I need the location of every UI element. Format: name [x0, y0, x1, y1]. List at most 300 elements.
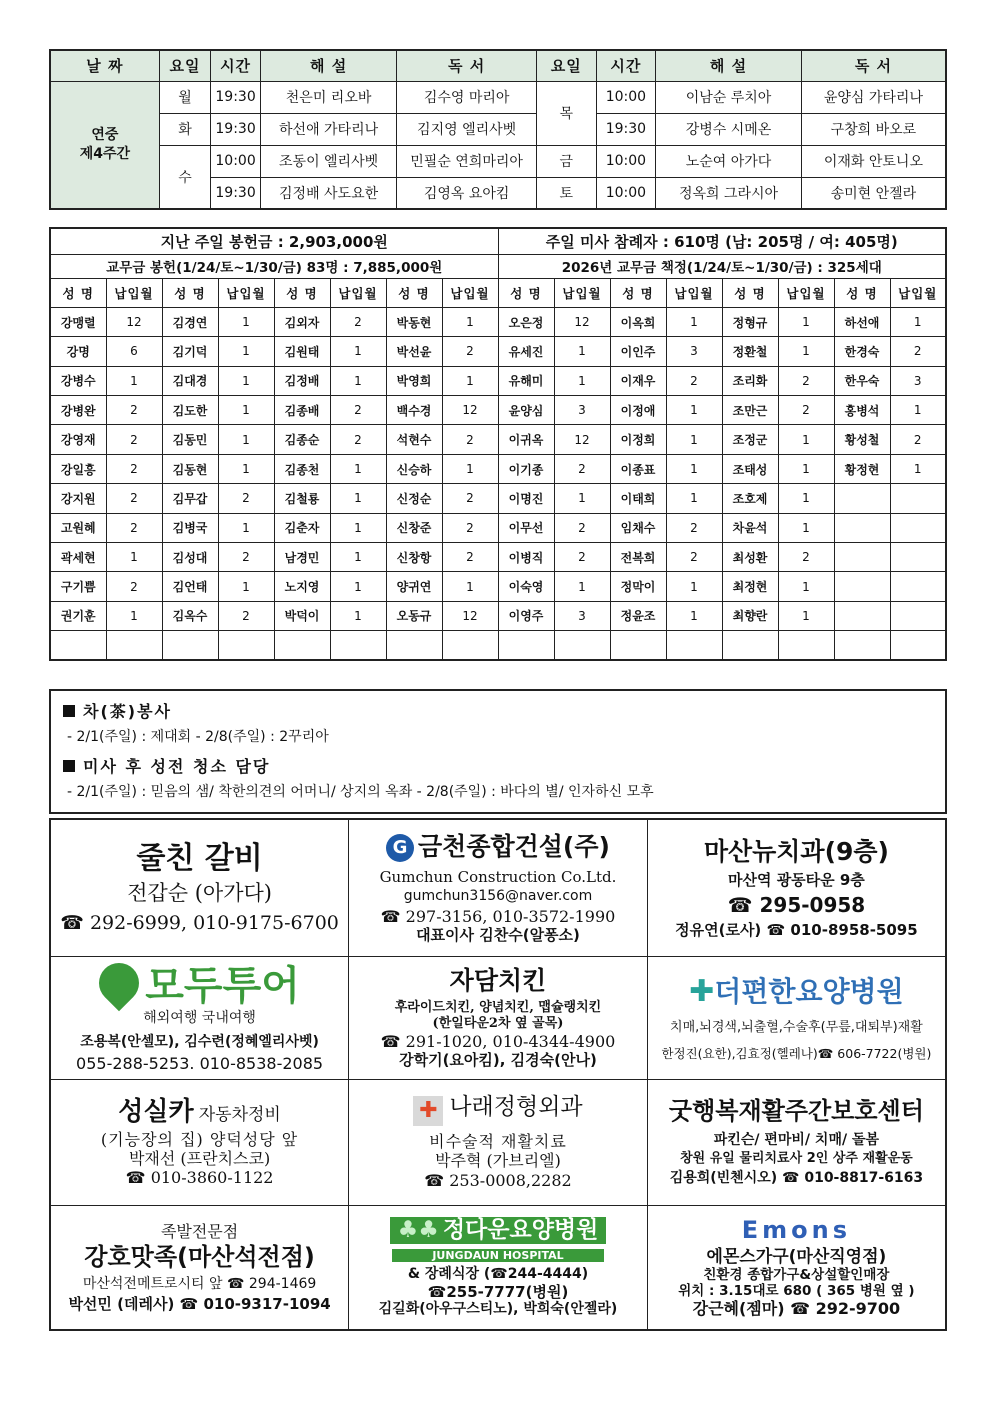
donor-name: 황성철 [834, 425, 890, 454]
donor-name: 강일흥 [50, 454, 106, 483]
ad-carrepair-location: (기능장의 집) 양덕성당 앞 [100, 1129, 299, 1149]
donor-name [834, 543, 890, 572]
months-paid: 1 [778, 337, 834, 366]
reader: 윤양심 가타리나 [801, 81, 946, 113]
ad-jungdaun-name: 정다운요양병원 [442, 1216, 599, 1243]
donor-name: 노지영 [274, 572, 330, 601]
donor-name: 조정군 [722, 425, 778, 454]
ads-row [50, 1079, 946, 1205]
months-paid: 1 [890, 454, 946, 483]
donor-name: 강병수 [50, 366, 106, 395]
donor-name: 조태성 [722, 454, 778, 483]
ad-chicken-menu: 후라이드치킨, 양념치킨, 맵슐랭치킨 [394, 1000, 602, 1016]
ad-dental-address: 마산역 광동타운 9층 [728, 870, 865, 889]
day: 수 [159, 145, 211, 209]
donor-name: 박동현 [386, 307, 442, 336]
time: 10:00 [211, 145, 261, 177]
offering-table [49, 227, 947, 661]
col-month-header: 납입월 [778, 278, 834, 307]
donor-name: 강병완 [50, 396, 106, 425]
donor-name: 이정희 [610, 425, 666, 454]
col-name-header: 성 명 [834, 278, 890, 307]
donor-name: 강명 [50, 337, 106, 366]
donor-name [834, 631, 890, 660]
months-paid: 2 [106, 572, 162, 601]
donor-name [386, 631, 442, 660]
months-paid: 1 [218, 425, 274, 454]
donor-name: 석현수 [386, 425, 442, 454]
ad-galbi-owner: 전갑순 (아가다) [127, 880, 272, 905]
ad-gumchun [349, 819, 648, 956]
months-paid: 1 [666, 572, 722, 601]
tree-logo-icon: ♣♣ [397, 1216, 439, 1243]
months-paid: 1 [778, 484, 834, 513]
months-paid: 2 [106, 513, 162, 542]
donor-name: 임채수 [610, 513, 666, 542]
months-paid: 2 [106, 454, 162, 483]
reader: 민필순 연희마리아 [397, 145, 537, 177]
months-paid: 1 [666, 454, 722, 483]
cleaning-title [63, 754, 933, 777]
months-paid: 2 [442, 425, 498, 454]
months-paid: 1 [442, 366, 498, 395]
months-paid: 2 [778, 543, 834, 572]
offering-summary-row [50, 228, 946, 254]
donor-name: 이병직 [498, 543, 554, 572]
col-name-header: 성 명 [610, 278, 666, 307]
commentator: 강병수 시메온 [656, 113, 802, 145]
ad-orthopedic-title [351, 1094, 645, 1126]
donor-name: 이기종 [498, 454, 554, 483]
months-paid: 1 [554, 366, 610, 395]
months-paid: 12 [442, 396, 498, 425]
cross-logo-icon: ✚ [689, 974, 715, 1010]
dues-offering: 교무금 봉헌(1/24/토~1/30/금) 83명 : 7,885,000원 [50, 254, 498, 278]
months-paid: 1 [666, 425, 722, 454]
col-month-header: 납입월 [554, 278, 610, 307]
time: 10:00 [596, 177, 656, 209]
donor-name: 조호제 [722, 484, 778, 513]
commentator: 김정배 사도요한 [260, 177, 397, 209]
tea-service-line: - 2/1(주일) : 제대회 - 2/8(주일) : 2꾸리아 [67, 729, 329, 745]
orthopedic-logo-icon: ✚ [413, 1096, 443, 1126]
donor-name: 구기쁨 [50, 572, 106, 601]
header-day: 요일 [536, 50, 596, 81]
months-paid: 1 [666, 601, 722, 630]
ad-carrepair-owner: 박재선 (프란치스코) [128, 1149, 271, 1168]
months-paid: 2 [554, 454, 610, 483]
offering-row [50, 366, 946, 395]
donor-name: 강지원 [50, 484, 106, 513]
donor-name: 한우숙 [834, 366, 890, 395]
months-paid: 1 [778, 572, 834, 601]
months-paid [554, 631, 610, 660]
reader: 송미현 안젤라 [801, 177, 946, 209]
donor-name: 이명진 [498, 484, 554, 513]
ad-jokbal-location: 마산석전메트로시티 앞 ☎ 294-1469 [82, 1275, 317, 1292]
months-paid: 2 [666, 543, 722, 572]
offering-row [50, 513, 946, 542]
ad-orthopedic [349, 1079, 648, 1205]
notice-box [49, 689, 947, 814]
ad-jungdaun-funeral: & 장례식장 (☎244-4444) [407, 1266, 589, 1283]
donor-name [834, 572, 890, 601]
months-paid: 1 [778, 425, 834, 454]
donor-name: 이숙영 [498, 572, 554, 601]
header-commentary: 해 설 [656, 50, 802, 81]
donor-name: 신창항 [386, 543, 442, 572]
months-paid: 2 [218, 601, 274, 630]
donor-name: 고원혜 [50, 513, 106, 542]
tea-service-title [63, 699, 933, 722]
offering-row [50, 307, 946, 336]
ad-hospital-name: 더편한요양병원 [714, 975, 904, 1009]
months-paid [218, 631, 274, 660]
donor-name: 이옥희 [610, 307, 666, 336]
offering-row [50, 337, 946, 366]
ad-orthopedic-doctor: 박주혁 (가브리엘) [435, 1151, 561, 1171]
cleaning-title-text: 미사 후 성전 청소 담당 [83, 757, 271, 776]
schedule-row [50, 145, 946, 177]
schedule-header [50, 50, 946, 81]
months-paid: 1 [330, 484, 386, 513]
ad-orthopedic-name: 나래정형외과 [449, 1094, 583, 1121]
ad-jokbal-title: 강호맛족(마산석전점) [84, 1243, 315, 1272]
donor-name: 이영주 [498, 601, 554, 630]
months-paid: 2 [442, 543, 498, 572]
square-bullet-icon [63, 760, 75, 772]
months-paid: 1 [666, 396, 722, 425]
months-paid: 1 [218, 396, 274, 425]
months-paid: 2 [106, 396, 162, 425]
months-paid [330, 631, 386, 660]
schedule-table [49, 49, 947, 210]
ads-row [50, 956, 946, 1079]
donor-name: 김동현 [162, 454, 218, 483]
ad-modetour-contact: 조용복(안셀모), 김수련(정혜엘리사벳) [80, 1034, 319, 1051]
months-paid: 1 [554, 572, 610, 601]
col-name-header: 성 명 [722, 278, 778, 307]
months-paid: 2 [218, 543, 274, 572]
ad-chicken-location: (한일타운2차 옆 골목) [432, 1015, 564, 1031]
months-paid: 1 [554, 337, 610, 366]
ad-dental-contact: 정유연(로사) ☎ 010-8958-5095 [675, 920, 918, 939]
donor-name: 정윤조 [610, 601, 666, 630]
months-paid: 1 [666, 484, 722, 513]
donor-name: 최성환 [722, 543, 778, 572]
donor-name: 김기덕 [162, 337, 218, 366]
donor-name [274, 631, 330, 660]
day: 목 [536, 81, 596, 145]
months-paid: 1 [666, 307, 722, 336]
ad-rehab [647, 1079, 946, 1205]
months-paid: 2 [330, 307, 386, 336]
months-paid: 1 [330, 454, 386, 483]
offering-row [50, 572, 946, 601]
offering-row [50, 425, 946, 454]
ad-gumchun-ceo: 대표이사 김찬수(알퐁소) [416, 925, 580, 944]
offering-row [50, 601, 946, 630]
donor-name: 차윤석 [722, 513, 778, 542]
donor-name: 조리화 [722, 366, 778, 395]
donor-name: 정형규 [722, 307, 778, 336]
donor-name: 김경연 [162, 307, 218, 336]
ad-galbi [50, 819, 349, 956]
donor-name [610, 631, 666, 660]
months-paid: 1 [218, 337, 274, 366]
donor-name: 이귀옥 [498, 425, 554, 454]
ad-galbi-phone: ☎ 292-6999, 010-9175-6700 [60, 911, 339, 934]
col-name-header: 성 명 [386, 278, 442, 307]
ad-hospital-services: 치매,뇌경색,뇌출혈,수술후(무릎,대퇴부)재활 [670, 1020, 923, 1036]
months-paid: 12 [554, 425, 610, 454]
offering-row [50, 631, 946, 660]
ad-modetour-services: 해외여행 국내여행 [143, 1009, 256, 1026]
months-paid: 6 [106, 337, 162, 366]
ad-jungdaun-logo [390, 1217, 607, 1245]
ad-modetour [50, 956, 349, 1079]
col-name-header: 성 명 [498, 278, 554, 307]
donor-name: 신정순 [386, 484, 442, 513]
ad-modetour-name: 모두투어 [145, 962, 300, 1009]
donor-name: 하선애 [834, 307, 890, 336]
months-paid: 2 [666, 366, 722, 395]
ad-emons [647, 1205, 946, 1330]
months-paid: 2 [442, 337, 498, 366]
donor-name: 김종배 [274, 396, 330, 425]
months-paid: 1 [778, 513, 834, 542]
months-paid: 1 [778, 454, 834, 483]
donor-name: 이정애 [610, 396, 666, 425]
last-week-offering: 지난 주일 봉헌금 : 2,903,000원 [50, 228, 498, 254]
donor-name [50, 631, 106, 660]
tea-service-title-text: 차(茶)봉사 [83, 702, 172, 721]
header-reading: 독 서 [397, 50, 537, 81]
ad-galbi-logo: 줄친 갈비 [136, 840, 263, 876]
day: 금 [536, 145, 596, 177]
months-paid: 2 [442, 513, 498, 542]
donor-name [722, 631, 778, 660]
ad-jokbal-tagline: 족발전문점 [160, 1221, 239, 1241]
offering-row [50, 543, 946, 572]
ad-jungdaun-contact: 김길화(아우구스티노), 박희숙(안젤라) [378, 1301, 618, 1318]
ad-carrepair-title [53, 1097, 346, 1128]
time: 19:30 [211, 113, 261, 145]
schedule-row [50, 113, 946, 145]
donor-name: 김옥수 [162, 601, 218, 630]
reader: 구창희 바오로 [801, 113, 946, 145]
ad-chicken-contact: 강학기(요아킴), 김경숙(안나) [399, 1050, 597, 1069]
months-paid: 1 [330, 601, 386, 630]
ad-emons-contact: 강근혜(젬마) ☎ 292-9700 [692, 1299, 901, 1319]
donor-name: 황정현 [834, 454, 890, 483]
donor-name: 김종천 [274, 454, 330, 483]
col-month-header: 납입월 [330, 278, 386, 307]
months-paid: 1 [106, 601, 162, 630]
donor-name [834, 484, 890, 513]
donor-name: 윤양심 [498, 396, 554, 425]
months-paid: 1 [218, 307, 274, 336]
time: 10:00 [596, 145, 656, 177]
months-paid [890, 601, 946, 630]
months-paid: 1 [330, 337, 386, 366]
months-paid: 12 [554, 307, 610, 336]
ad-carrepair-type: 자동차정비 [198, 1104, 281, 1125]
ad-hospital-logo [650, 974, 943, 1010]
months-paid: 1 [106, 543, 162, 572]
months-paid: 1 [778, 601, 834, 630]
months-paid [890, 484, 946, 513]
commentator: 천은미 리오바 [260, 81, 397, 113]
ad-jungdaun [349, 1205, 648, 1330]
mass-attendance: 주일 미사 참례자 : 610명 (남: 205명 / 여: 405명) [498, 228, 946, 254]
ad-carrepair-name: 성실카 [118, 1096, 194, 1127]
heart-logo-icon [91, 954, 148, 1011]
ad-modetour-phone: 055-288-5253. 010-8538-2085 [76, 1054, 324, 1074]
months-paid: 2 [890, 425, 946, 454]
months-paid: 1 [218, 572, 274, 601]
donor-name: 정막이 [610, 572, 666, 601]
donor-name: 한경숙 [834, 337, 890, 366]
schedule-row [50, 81, 946, 113]
donor-name: 박영희 [386, 366, 442, 395]
ads-row [50, 819, 946, 956]
months-paid: 2 [442, 484, 498, 513]
ad-carrepair-phone: ☎ 010-3860-1122 [125, 1168, 274, 1188]
ad-gumchun-english: Gumchun Construction Co.Ltd. [379, 867, 617, 886]
square-bullet-icon [63, 705, 75, 717]
ad-orthopedic-service: 비수술적 재활치료 [429, 1132, 567, 1152]
ad-rehab-contact: 김용희(빈첸시오) ☎ 010-8817-6163 [669, 1170, 924, 1187]
col-name-header: 성 명 [50, 278, 106, 307]
months-paid [442, 631, 498, 660]
months-paid: 2 [106, 425, 162, 454]
donor-name: 이인주 [610, 337, 666, 366]
donor-name: 이태희 [610, 484, 666, 513]
months-paid: 1 [442, 572, 498, 601]
ad-rehab-desc: 창원 유일 물리치료사 2인 상주 재활운동 [680, 1150, 913, 1166]
months-paid: 1 [890, 307, 946, 336]
months-paid: 2 [330, 425, 386, 454]
col-month-header: 납입월 [890, 278, 946, 307]
time: 10:00 [596, 81, 656, 113]
ad-hospital-contact: 한정진(요한),김효정(헬레나)☎ 606-7722(병원) [661, 1045, 932, 1061]
header-reading: 독 서 [801, 50, 946, 81]
ad-emons-title: 에몬스가구(마산직영점) [706, 1246, 887, 1267]
donor-name: 조만근 [722, 396, 778, 425]
dues-assessed: 2026년 교무금 책정(1/24/토~1/30/금) : 325세대 [498, 254, 946, 278]
offering-column-header [50, 278, 946, 307]
ads-table [49, 818, 947, 1331]
col-month-header: 납입월 [218, 278, 274, 307]
donor-name [498, 631, 554, 660]
col-month-header: 납입월 [106, 278, 162, 307]
donor-name: 김병국 [162, 513, 218, 542]
donor-name: 김동민 [162, 425, 218, 454]
donor-name: 권기훈 [50, 601, 106, 630]
header-date: 날 짜 [50, 50, 159, 81]
months-paid: 12 [442, 601, 498, 630]
col-name-header: 성 명 [274, 278, 330, 307]
header-commentary: 해 설 [260, 50, 397, 81]
donor-name: 정환철 [722, 337, 778, 366]
donor-name: 김원태 [274, 337, 330, 366]
months-paid [890, 513, 946, 542]
months-paid: 1 [218, 513, 274, 542]
commentator: 이남순 루치아 [656, 81, 802, 113]
day: 토 [536, 177, 596, 209]
months-paid [106, 631, 162, 660]
offering-row [50, 454, 946, 483]
offering-row [50, 484, 946, 513]
day: 월 [159, 81, 211, 113]
header-time: 시간 [211, 50, 261, 81]
donor-name: 이무선 [498, 513, 554, 542]
months-paid: 1 [554, 484, 610, 513]
donor-name: 김성대 [162, 543, 218, 572]
ad-jokbal [50, 1205, 349, 1330]
reader: 이재화 안토니오 [801, 145, 946, 177]
ad-hospital [647, 956, 946, 1079]
ad-dental-title: 마산뉴치과(9층) [703, 836, 889, 866]
months-paid: 1 [330, 572, 386, 601]
ad-emons-logo: Emons [741, 1215, 852, 1244]
ad-gumchun-phone: ☎ 297-3156, 010-3572-1990 [380, 906, 616, 926]
ad-chicken-title: 자담치킨 [449, 966, 547, 996]
months-paid: 12 [106, 307, 162, 336]
months-paid: 2 [778, 366, 834, 395]
donor-name: 박선윤 [386, 337, 442, 366]
ad-emons-desc: 친환경 종합가구&상설할인매장 [703, 1267, 890, 1284]
ad-orthopedic-phone: ☎ 253-0008,2282 [424, 1170, 572, 1190]
months-paid: 2 [890, 337, 946, 366]
ad-modetour-logo [53, 962, 346, 1010]
donor-name: 신창준 [386, 513, 442, 542]
donor-name: 김무갑 [162, 484, 218, 513]
months-paid: 1 [442, 307, 498, 336]
donor-name: 강영재 [50, 425, 106, 454]
col-month-header: 납입월 [442, 278, 498, 307]
ad-gumchun-name: 금천종합건설(주) [418, 831, 610, 861]
donor-name: 홍병석 [834, 396, 890, 425]
col-name-header: 성 명 [162, 278, 218, 307]
commentator: 조동이 엘리사벳 [260, 145, 397, 177]
donor-name: 남경민 [274, 543, 330, 572]
reader: 김수영 마리아 [397, 81, 537, 113]
donor-name: 이재우 [610, 366, 666, 395]
months-paid: 3 [554, 601, 610, 630]
gumchun-logo-icon: G [386, 834, 414, 862]
time: 19:30 [211, 81, 261, 113]
months-paid: 2 [666, 513, 722, 542]
week-label: 연중 제4주간 [50, 81, 159, 209]
donor-name: 최정현 [722, 572, 778, 601]
donor-name: 김외자 [274, 307, 330, 336]
months-paid: 1 [330, 543, 386, 572]
time: 19:30 [211, 177, 261, 209]
months-paid [666, 631, 722, 660]
commentator: 하선애 가타리나 [260, 113, 397, 145]
months-paid: 1 [442, 454, 498, 483]
donor-name: 백수경 [386, 396, 442, 425]
ad-emons-address: 위치 : 3.15대로 680 ( 365 병원 옆 ) [678, 1283, 915, 1300]
months-paid [778, 631, 834, 660]
donor-name: 강맹렬 [50, 307, 106, 336]
donor-name: 유세진 [498, 337, 554, 366]
months-paid: 2 [106, 484, 162, 513]
months-paid [890, 543, 946, 572]
months-paid: 2 [330, 396, 386, 425]
